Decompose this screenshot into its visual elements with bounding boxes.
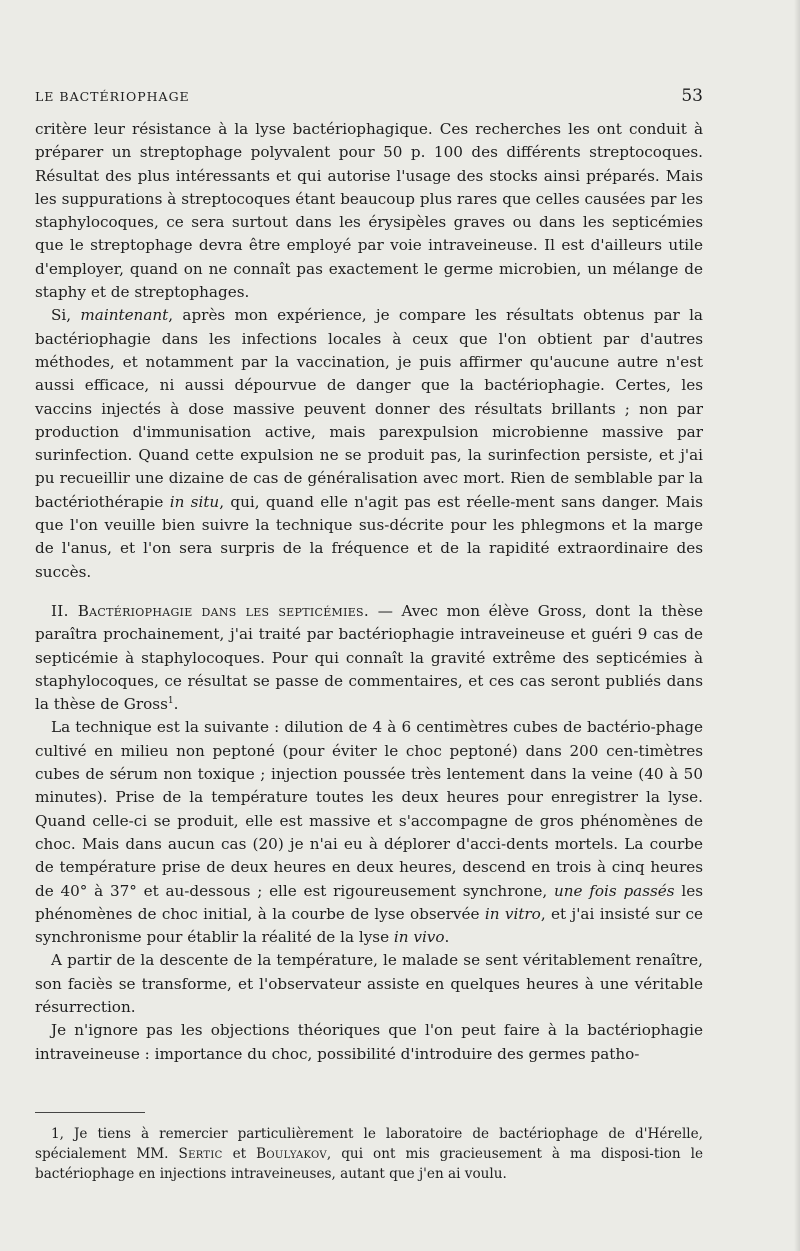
author-name: Boulyakov <box>256 1146 327 1162</box>
footnote-rule <box>35 1112 145 1113</box>
footnote-reference: 1 <box>167 696 174 707</box>
paragraph-6: Je n'ignore pas les objections théoriques que l'on peut faire à la bactériophagie intraveineuse : importance du choc, possibilité d'introduire des germes patho- <box>35 1021 703 1063</box>
emphasis: in vivo <box>393 928 445 947</box>
paragraph-4 <box>35 716 703 949</box>
running-header <box>35 86 703 106</box>
emphasis: in vitro <box>484 904 541 923</box>
text: , et j'ai insisté sur ce synchronisme pour établir la réalité de la lyse <box>35 904 704 947</box>
text: , qui ont mis gracieusement à ma disposi-tion le bactériophage en injections intraveineuses, autant que j'en ai voulu. <box>35 1146 704 1182</box>
text: 1, Je tiens à remercier particulièrement le laboratoire de bactériophage de d'Hérelle, spécialement MM. <box>35 1126 703 1162</box>
paragraph-5: A partir de la descente de la température, le malade se sent véritablement renaître, son faciès se transforme, et l'observateur assiste en quelques heures à une véritable résurrection. <box>35 951 703 1016</box>
text: La technique est la suivante : dilution de 4 à 6 centimètres cubes de bactério-phage cultivé en milieu non peptoné (pour éviter le choc peptoné) dans 200 cen-timètres cubes de sérum non toxique ; injection poussée très lentement dans la veine (40 à 50 minutes). Prise de la température toutes les deux heures pour enregistrer la lyse. Quand celle-ci se produit, elle est massive et s'accompagne de gros phénomènes de choc. Mais dans aucun cas (20) je n'ai eu à déplorer d'acci-dents mortels. La courbe de température prise de deux heures en deux heures, descend en trois à cinq heures de 40° à 37° et au-dessous ; elle est rigoureusement synchrone, <box>35 718 703 900</box>
paragraph-2 <box>35 304 703 584</box>
page-number: 53 <box>681 86 703 106</box>
text: . <box>173 695 179 714</box>
paragraph-3 <box>35 600 703 716</box>
text: , après mon expérience, je compare les résultats obtenus par la bactériophagie dans les infections locales à ceux que l'on obtient par d'autres méthodes, et notamment par la vaccination, je puis affirmer qu'aucune autre n'est aussi efficace, ni aussi dépourvue de danger que la bactériophagie. Certes, les vaccins injectés à dose massive peuvent donner des résultats brillants ; non par production d'immunisation active, mais parexpulsion microbienne massive par surinfection. Quand cette expulsion ne se produit pas, la surinfection persiste, et j'ai pu recueillir une dizaine de cas de généralisation avec mort. Rien de semblable par la bactériothérapie <box>35 306 703 511</box>
text: , qui, quand elle n'agit pas est réelle-ment sans danger. Mais que l'on veuille bien suivre la technique sus-décrite pour les phlegmons et la marge de l'anus, et l'on sera surpris de la fréquence et de la rapidité extraordinaire des succès. <box>35 492 704 581</box>
text: — Avec mon élève Gross, dont la thèse paraîtra prochainement, j'ai traité par bactériophagie intraveineuse et guéri 9 cas de septicémie à staphylocoques. Pour qui connaît la gravité extrême des septicémies à staphylocoques, ce résultat se passe de commentaires, et ces cas seront publiés dans la thèse de Gross <box>35 601 703 714</box>
text: Si, <box>51 306 81 325</box>
text: les phénomènes de choc initial, à la courbe de lyse observée <box>35 881 703 923</box>
emphasis: maintenant <box>80 306 169 325</box>
running-title: LE BACTÉRIOPHAGE <box>35 89 190 104</box>
emphasis: in situ <box>169 492 220 511</box>
body-text <box>35 118 703 1066</box>
page-edge-shadow <box>794 0 800 1251</box>
paragraph-1: critère leur résistance à la lyse bactériophagique. Ces recherches les ont conduit à préparer un streptophage polyvalent pour 50 p. 100 des différents streptocoques. Résultat des plus intéressants et qui autorise l'usage des stocks ainsi préparés. Mais les suppurations à streptocoques étant beaucoup plus rares que celles causées par les staphylocoques, ce sera surtout dans les érysipèles graves ou dans les septicémies que le streptophage devra être employé par voie intraveineuse. Il est d'ailleurs utile d'employer, quand on ne connaît pas exactement le germe microbien, un mélange de staphy et de streptophages. <box>35 120 703 302</box>
text: et <box>222 1146 257 1162</box>
section-heading: II. Bactériophagie dans les septicémies. <box>51 601 370 620</box>
text: . <box>444 928 450 947</box>
footnote <box>35 1124 703 1184</box>
emphasis: une fois passés <box>553 881 675 900</box>
author-name: Sertic <box>178 1146 223 1162</box>
